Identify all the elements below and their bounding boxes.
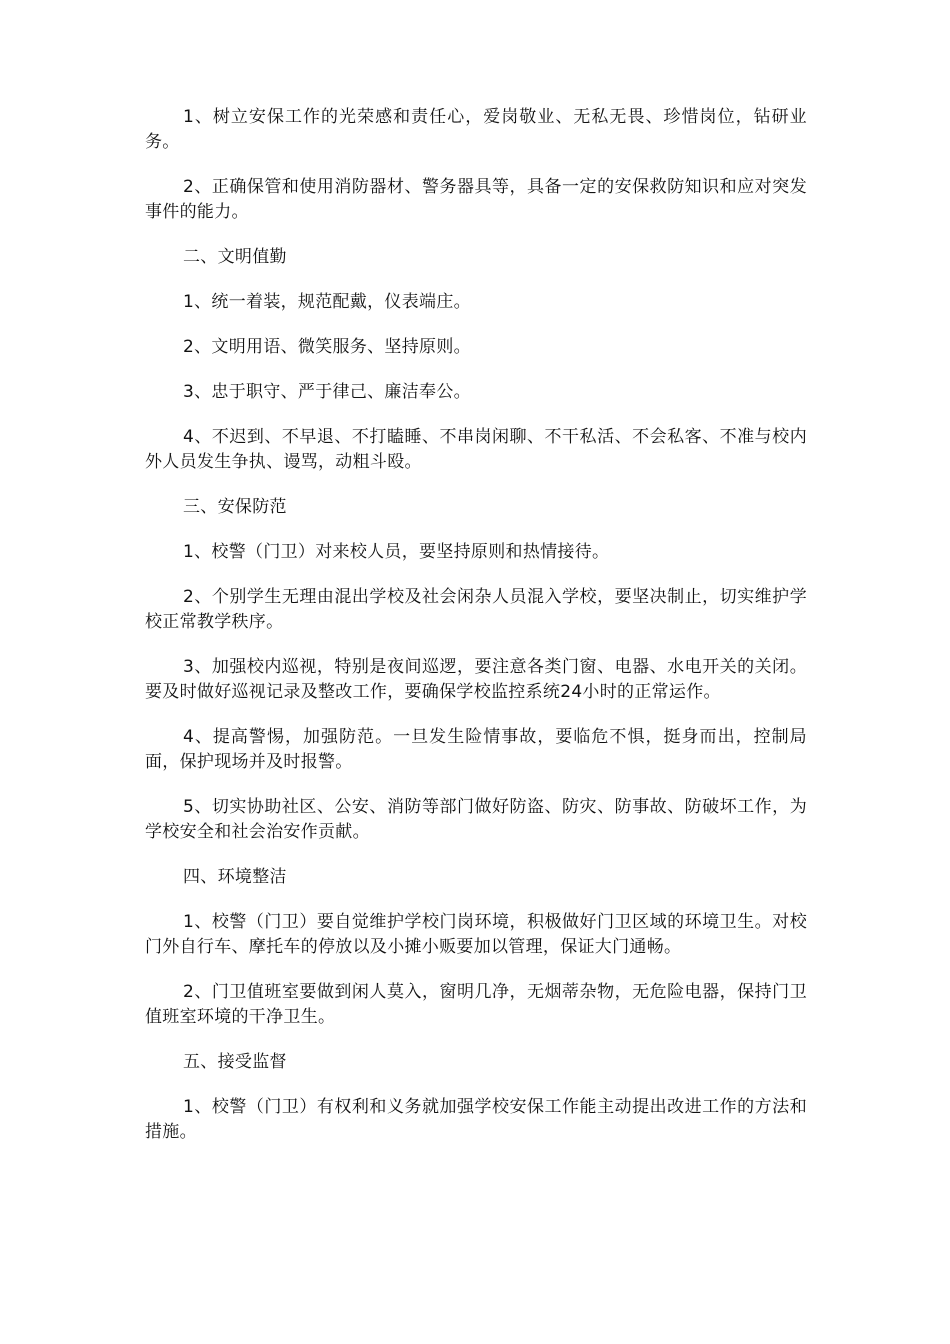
paragraph: 3、加强校内巡视，特别是夜间巡逻，要注意各类门窗、电器、水电开关的关闭。要及时做好巡视记录及整改工作，要确保学校监控系统24小时的正常运作。 bbox=[145, 657, 807, 702]
document-page bbox=[145, 105, 807, 1145]
paragraph: 4、提高警惕，加强防范。一旦发生险情事故，要临危不惧，挺身而出，控制局面，保护现场并及时报警。 bbox=[145, 727, 807, 772]
paragraph: 4、不迟到、不早退、不打瞌睡、不串岗闲聊、不干私活、不会私客、不准与校内外人员发生争执、谩骂，动粗斗殴。 bbox=[145, 427, 807, 472]
section-heading: 三、安保防范 bbox=[183, 497, 287, 517]
section-heading: 五、接受监督 bbox=[183, 1052, 287, 1072]
paragraph: 2、个别学生无理由混出学校及社会闲杂人员混入学校，要坚决制止，切实维护学校正常教学秩序。 bbox=[145, 587, 807, 632]
paragraph: 1、统一着装，规范配戴，仪表端庄。 bbox=[183, 292, 471, 312]
paragraph: 1、校警（门卫）要自觉维护学校门岗环境，积极做好门卫区域的环境卫生。对校门外自行车、摩托车的停放以及小摊小贩要加以管理，保证大门通畅。 bbox=[145, 912, 807, 957]
paragraph: 1、校警（门卫）有权利和义务就加强学校安保工作能主动提出改进工作的方法和措施。 bbox=[145, 1097, 807, 1142]
paragraph: 2、正确保管和使用消防器材、警务器具等，具备一定的安保救防知识和应对突发事件的能力。 bbox=[145, 177, 807, 222]
section-heading: 二、文明值勤 bbox=[183, 247, 287, 267]
paragraph: 1、树立安保工作的光荣感和责任心，爱岗敬业、无私无畏、珍惜岗位，钻研业务。 bbox=[145, 107, 807, 152]
paragraph: 2、门卫值班室要做到闲人莫入，窗明几净，无烟蒂杂物，无危险电器，保持门卫值班室环境的干净卫生。 bbox=[145, 982, 807, 1027]
section-heading: 四、环境整洁 bbox=[183, 867, 287, 887]
paragraph: 1、校警（门卫）对来校人员，要坚持原则和热情接待。 bbox=[183, 542, 610, 562]
paragraph: 2、文明用语、微笑服务、坚持原则。 bbox=[183, 337, 471, 357]
paragraph: 5、切实协助社区、公安、消防等部门做好防盗、防灾、防事故、防破坏工作，为学校安全和社会治安作贡献。 bbox=[145, 797, 807, 842]
paragraph: 3、忠于职守、严于律己、廉洁奉公。 bbox=[183, 382, 471, 402]
